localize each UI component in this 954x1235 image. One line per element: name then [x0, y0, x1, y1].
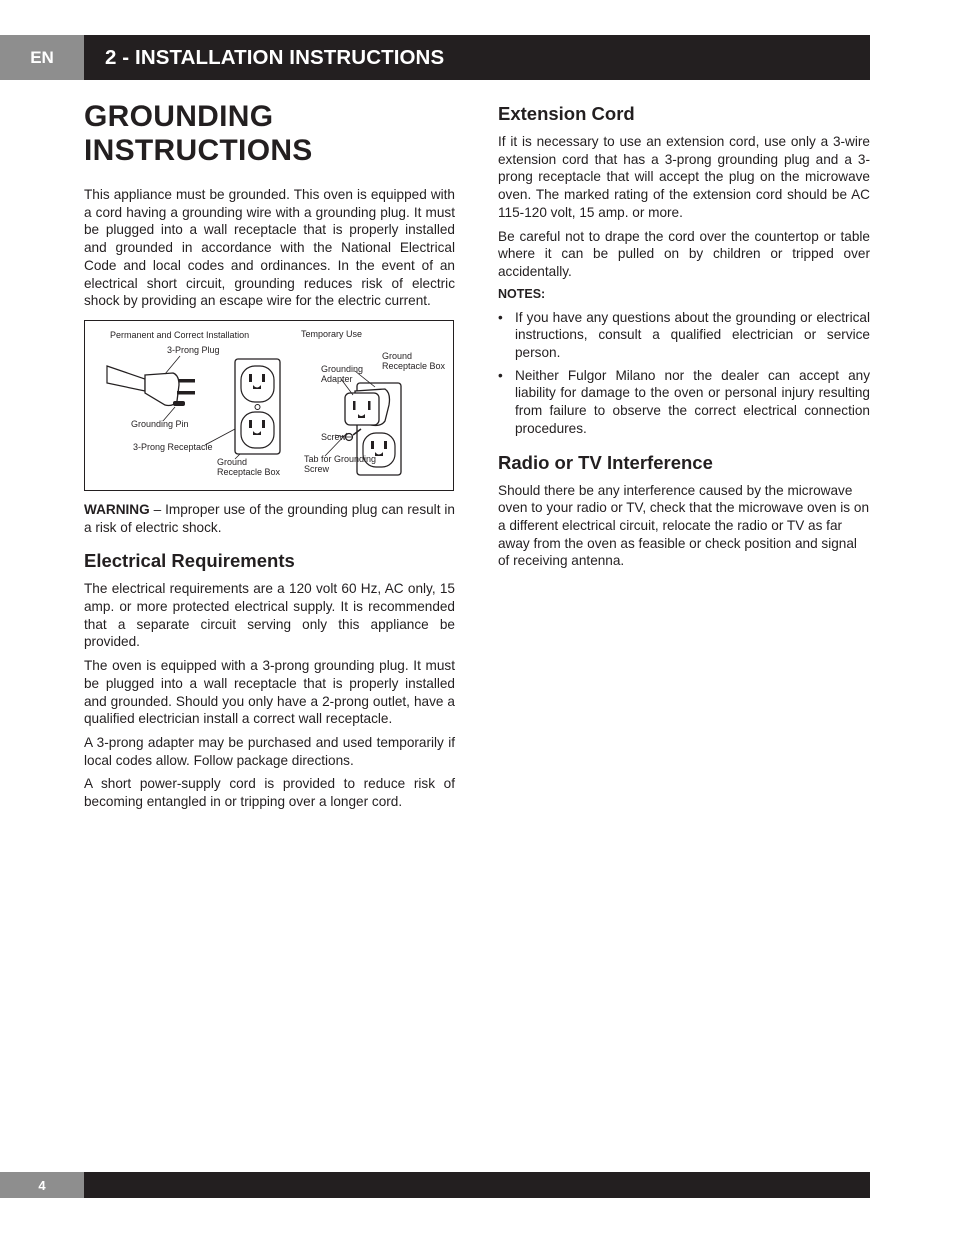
electrical-requirements-heading: Electrical Requirements [84, 550, 295, 572]
page-number: 4 [0, 1172, 84, 1198]
language-tab: EN [0, 35, 84, 80]
bullet-icon: • [498, 309, 503, 325]
outlet-upper [241, 366, 274, 402]
label-ground-receptacle-box-left: Ground Receptacle Box [217, 456, 281, 477]
label-temporary: Temporary Use [301, 328, 363, 339]
left-column [84, 100, 455, 817]
outlet-lower [241, 412, 274, 448]
leader-plug [165, 356, 180, 374]
bullet-icon: • [498, 367, 503, 383]
grounding-diagram [84, 320, 454, 491]
footer-bar [84, 1172, 870, 1198]
grounding-pin-shape [173, 401, 185, 406]
cord-shape [107, 366, 145, 391]
radio-paragraph: Should there be any interference caused by the microwave oven to your radio or TV, check that the microwave oven is on a different electrical circuit, relocate the radio or TV as far away from the oven as feasible or check position and signal of receiving antenna. [498, 482, 870, 569]
right-column [498, 100, 870, 576]
notes-label: NOTES: [498, 286, 546, 301]
grounding-intro: This appliance must be grounded. This oven is equipped with a cord having a grounding wire with a grounding plug. It must be plugged into a wall receptacle that is properly installed and grounded in accordance with the National Electrical Code and local codes and ordinances. In the event of an electrical short circuit, grounding reduces risk of electric shock by providing an escape wire for the electric current. [84, 187, 455, 309]
electrical-paragraph-3: A 3-prong adapter may be purchased and used temporarily if local codes allow. Follow package directions. [84, 734, 455, 768]
page-title-line2: INSTRUCTIONS [84, 134, 313, 167]
label-ground-receptacle-box-right: Ground Receptacle Box [382, 350, 446, 371]
extension-paragraph-1: If it is necessary to use an extension cord, use only a 3-wire extension cord that has a 3-prong grounding plug and a 3-prong receptacle that will accept the plug on the microwave oven. The marked rating of the extension cord should be AC 115-120 volt, 15 amp. or more. [498, 134, 870, 220]
prong-2 [177, 391, 195, 395]
note-text: If you have any questions about the grounding or electrical instructions, consult a qualified electrician or service person. [515, 309, 870, 361]
radio-tv-heading: Radio or TV Interference [498, 451, 713, 473]
warning-paragraph [84, 501, 455, 536]
label-permanent: Permanent and Correct Installation [110, 329, 250, 340]
electrical-paragraph-2: The oven is equipped with a 3-prong grounding plug. It must be plugged into a wall receptacle that is properly installed and grounded. Should you only have a 2-prong outlet, have a qualified electrician install a correct wall receptacle. [84, 658, 455, 727]
label-screw: Screw [321, 431, 347, 442]
plug-shape [145, 373, 179, 406]
label-3-prong-plug: 3-Prong Plug [167, 344, 220, 355]
electrical-paragraph-4: A short power-supply cord is provided to reduce risk of becoming entangled in or tripping over a longer cord. [84, 776, 455, 810]
note-item [498, 309, 870, 362]
warning-label: WARNING [84, 501, 150, 517]
notes-list [498, 309, 870, 438]
prong-1 [179, 379, 195, 383]
label-tab-grounding-screw: Tab for Grounding Screw [304, 453, 377, 474]
label-grounding-adapter: Grounding Adapter [321, 363, 364, 384]
label-3-prong-receptacle: 3-Prong Receptacle [133, 441, 213, 452]
adapter-face [345, 393, 379, 425]
page-title [84, 100, 455, 168]
extension-paragraph-2: Be careful not to drape the cord over the countertop or table where it can be pulled on by children or tripped over accidentally. [498, 228, 870, 279]
note-item [498, 367, 870, 438]
electrical-paragraph-1: The electrical requirements are a 120 volt 60 Hz, AC only, 15 amp. or more protected electrical supply. It is recommended that a separate circuit serving only this appliance be provided. [84, 581, 455, 650]
extension-cord-heading: Extension Cord [498, 103, 635, 124]
warning-text: – Improper use of the grounding plug can result in a risk of electric shock. [84, 501, 455, 535]
section-title: 2 - INSTALLATION INSTRUCTIONS [105, 45, 445, 69]
label-grounding-pin: Grounding Pin [131, 418, 189, 429]
note-text: Neither Fulgor Milano nor the dealer can accept any liability for damage to the oven or personal injury resulting from failure to observe the correct electrical connection procedures. [515, 367, 870, 436]
section-header-bar [84, 35, 870, 80]
page-title-line1: GROUNDING [84, 100, 274, 133]
